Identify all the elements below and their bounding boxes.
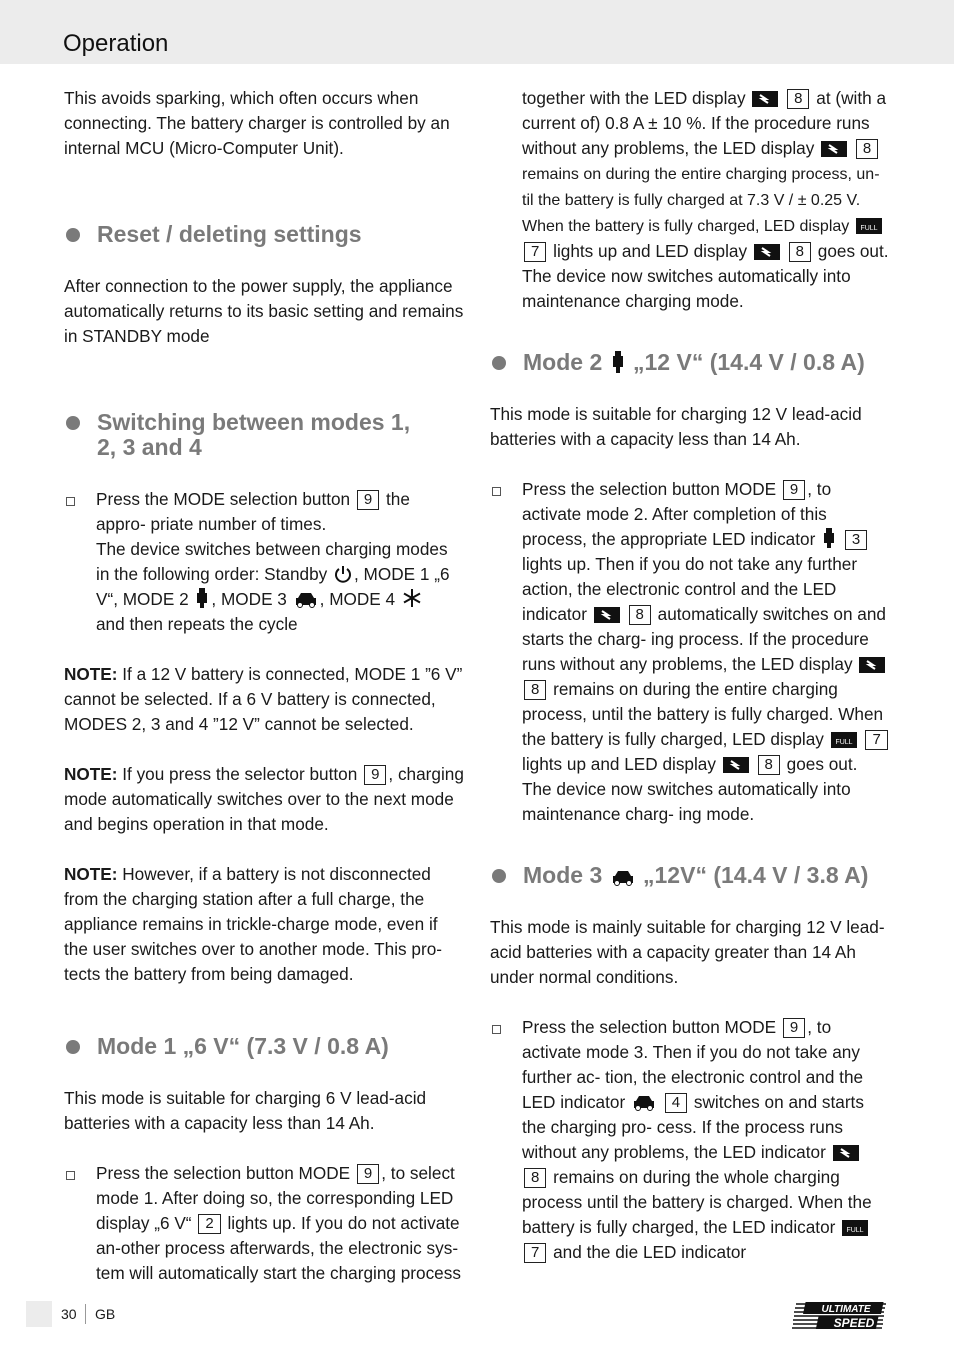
ref-box: 7 [524,242,546,262]
footer-divider [85,1304,86,1324]
charging-battery-icon [821,139,847,157]
power-icon [334,565,352,583]
ref-box: 8 [524,1168,546,1188]
switch-heading: Switching between modes 1, 2, 3 and 4 [64,410,464,460]
ref-box: 8 [758,755,780,775]
motorbike-battery-icon [195,588,209,608]
charging-battery-icon [752,89,778,107]
full-battery-icon [831,730,857,748]
motorbike-battery-icon [822,528,836,548]
full-battery-icon [842,1218,868,1236]
reset-heading: Reset / deleting settings [64,222,464,247]
bullet-dot-icon [66,416,80,430]
charging-battery-icon [833,1143,859,1161]
mode3-heading: Mode 3 „12V“ (14.4 V / 3.8 A) [490,863,890,888]
ref-box: 8 [856,139,878,159]
ultimate-speed-logo [792,1300,890,1332]
page-header [0,0,954,64]
ref-box: 4 [665,1093,687,1113]
page-number: 30 [61,1306,77,1322]
checkbox-bullet-icon [66,1171,75,1180]
checkbox-bullet-icon [492,487,501,496]
charging-battery-icon [859,655,885,673]
ref-box: 7 [524,1243,546,1263]
mode1-heading: Mode 1 „6 V“ (7.3 V / 0.8 A) [64,1034,464,1059]
reset-paragraph: After connection to the power supply, the appliance automatically returns to its basic setting and remains in STANDBY mode [64,276,464,346]
ref-box: 2 [198,1214,220,1234]
right-column [490,86,890,1265]
svg-text:FULL: FULL [860,225,878,232]
mode3-bullet: Press the selection button MODE 9 , to activate mode 3. Then if you do not take any further ac- tion, the electronic control and the LED indicator 4 switches on and starts the charging pro- cess. If the process runs without any problems, the LED indicator 8 remains on during the whole charging process until the battery is charged. When the battery is fully charged, the LED indicator FULL 7 and the die LED indicator [490,1015,890,1265]
bullet-dot-icon [492,869,506,883]
intro-paragraph: This avoids sparking, which often occurs when connecting. The battery charger is controlled by an internal MCU (Micro-Computer Unit). [64,88,450,158]
svg-text:FULL: FULL [835,739,853,746]
car-icon [611,870,635,886]
ref-box: 9 [783,1018,805,1038]
checkbox-bullet-icon [66,497,75,506]
mode3-paragraph: This mode is mainly suitable for charging 12 V lead-acid batteries with a capacity greater than 14 Ah under normal conditions. [490,917,885,987]
left-column [64,86,464,1286]
ref-box: 8 [787,89,809,109]
ref-box: 7 [865,730,887,750]
ref-box: 9 [364,765,386,785]
page-title: Operation [63,30,169,57]
mode1-paragraph: This mode is suitable for charging 6 V lead-acid batteries with a capacity less than 14 Ah. [64,1088,427,1133]
mode1-bullet: Press the selection button MODE 9 , to select mode 1. After doing so, the corresponding LED display „6 V“ 2 lights up. If you do not activate an-other process afterwards, the electronic sys- tem will automatically start the charging process [64,1161,464,1286]
charging-battery-icon [723,755,749,773]
bullet-dot-icon [492,356,506,370]
bullet-dot-icon [66,1040,80,1054]
svg-text:FULL: FULL [846,1227,864,1234]
ref-box: 8 [629,605,651,625]
ref-box: 9 [357,1164,379,1184]
charging-battery-icon [754,242,780,260]
mode2-bullet: Press the selection button MODE 9 , to activate mode 2. After completion of this process, the appropriate LED indicator 3 lights up. Then if you do not take any further action, the electronic control and the LED indicator 8 automatically switches on and starts the charg- ing process. If the procedure runs without any problems, the LED display 8 remains on during the entire charging process, until the battery is fully charged. When the battery is fully charged, LED display FULL 7 lights up and LED display 8 goes out. The device now switches automatically into maintenance charg- ing mode. [490,477,890,827]
svg-text:ULTIMATE: ULTIMATE [821,1304,871,1315]
continuation-bullet: together with the LED display 8 at (with a current of) 0.8 A ± 10 %. If the procedure runs without any problems, the LED display 8 remains on during the entire charging process, un- til the battery is fully charged at 7.3 V / ± 0.25 V. When the battery is fully charged, LED display FULL 7 lights up and LED display 8 goes out. The device now switches automatically into maintenance charging mode. [522,88,889,311]
ref-box: 3 [845,530,867,550]
mode2-paragraph: This mode is suitable for charging 12 V lead-acid batteries with a capacity less than 14 Ah. [490,404,862,449]
charging-battery-icon [594,605,620,623]
switch-bullet: Press the MODE selection button 9 the appro- priate number of times. The device switches between charging modes in the following order: Standby , MODE 1 „6 V“, MODE 2 , MODE 3 , MODE 4 and then repeats the cycle [64,487,464,637]
motorbike-battery-icon [611,351,625,373]
full-battery-icon [856,216,882,234]
car-icon [294,592,318,608]
language-code: GB [95,1306,116,1322]
snowflake-icon [402,588,422,608]
note-1: NOTE: If a 12 V battery is connected, MODE 1 ”6 V” cannot be selected. If a 6 V battery is connected, MODES 2, 3 and 4 ”12 V” cannot be selected. [64,664,463,734]
ref-box: 8 [789,242,811,262]
mode2-heading: Mode 2 „12 V“ (14.4 V / 0.8 A) [490,350,890,375]
note-2: NOTE: If you press the selector button 9 , charging mode automatically switches over to the next mode and begins operation in that mode. [64,764,464,834]
bullet-dot-icon [66,228,80,242]
ref-box: 9 [357,490,379,510]
checkbox-bullet-icon [492,1025,501,1034]
car-icon [632,1095,656,1111]
note-3: NOTE: However, if a battery is not disconnected from the charging station after a full charge, the appliance remains in trickle-charge mode, even if the user switches over to another mode. This pro- tects the battery from being damaged. [64,864,442,984]
ref-box: 8 [524,680,546,700]
ref-box: 9 [783,480,805,500]
footer-marker [26,1301,52,1327]
svg-text:SPEED: SPEED [833,1316,875,1330]
